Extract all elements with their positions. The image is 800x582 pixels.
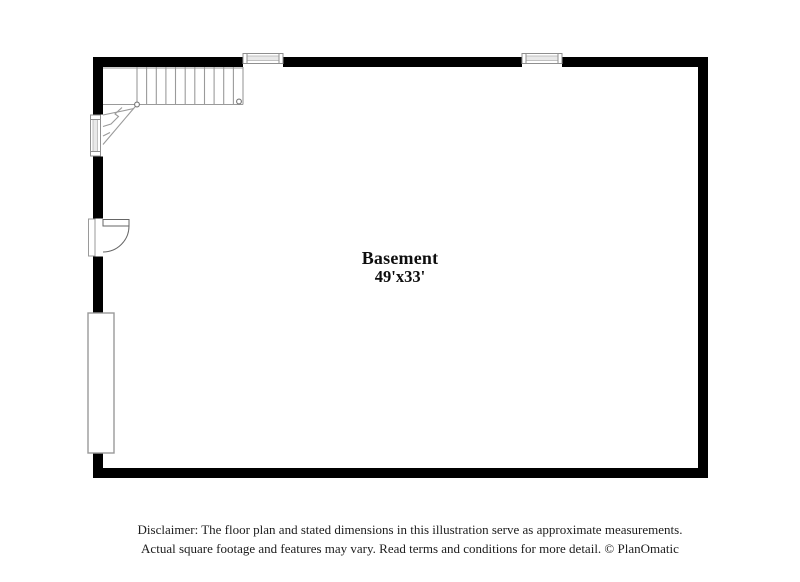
room-label-group [0, 249, 800, 285]
disclaimer [10, 521, 800, 558]
newel-post-left [135, 102, 140, 107]
room-dimensions: 49'x33' [374, 267, 426, 286]
disclaimer-line-2: Actual square footage and features may vary. Read terms and conditions for more detail. © PlanOmatic [141, 540, 679, 556]
disclaimer-line-1: Disclaimer: The floor plan and stated dimensions in this illustration serve as approximate measurements. [137, 522, 683, 537]
window-left [91, 115, 101, 156]
room-name: Basement [361, 248, 439, 268]
window-top-right [522, 54, 562, 64]
door-leaf [103, 220, 129, 227]
bulkhead-left [88, 313, 114, 453]
newel-post-right [237, 99, 242, 104]
window-top-left [243, 54, 283, 64]
